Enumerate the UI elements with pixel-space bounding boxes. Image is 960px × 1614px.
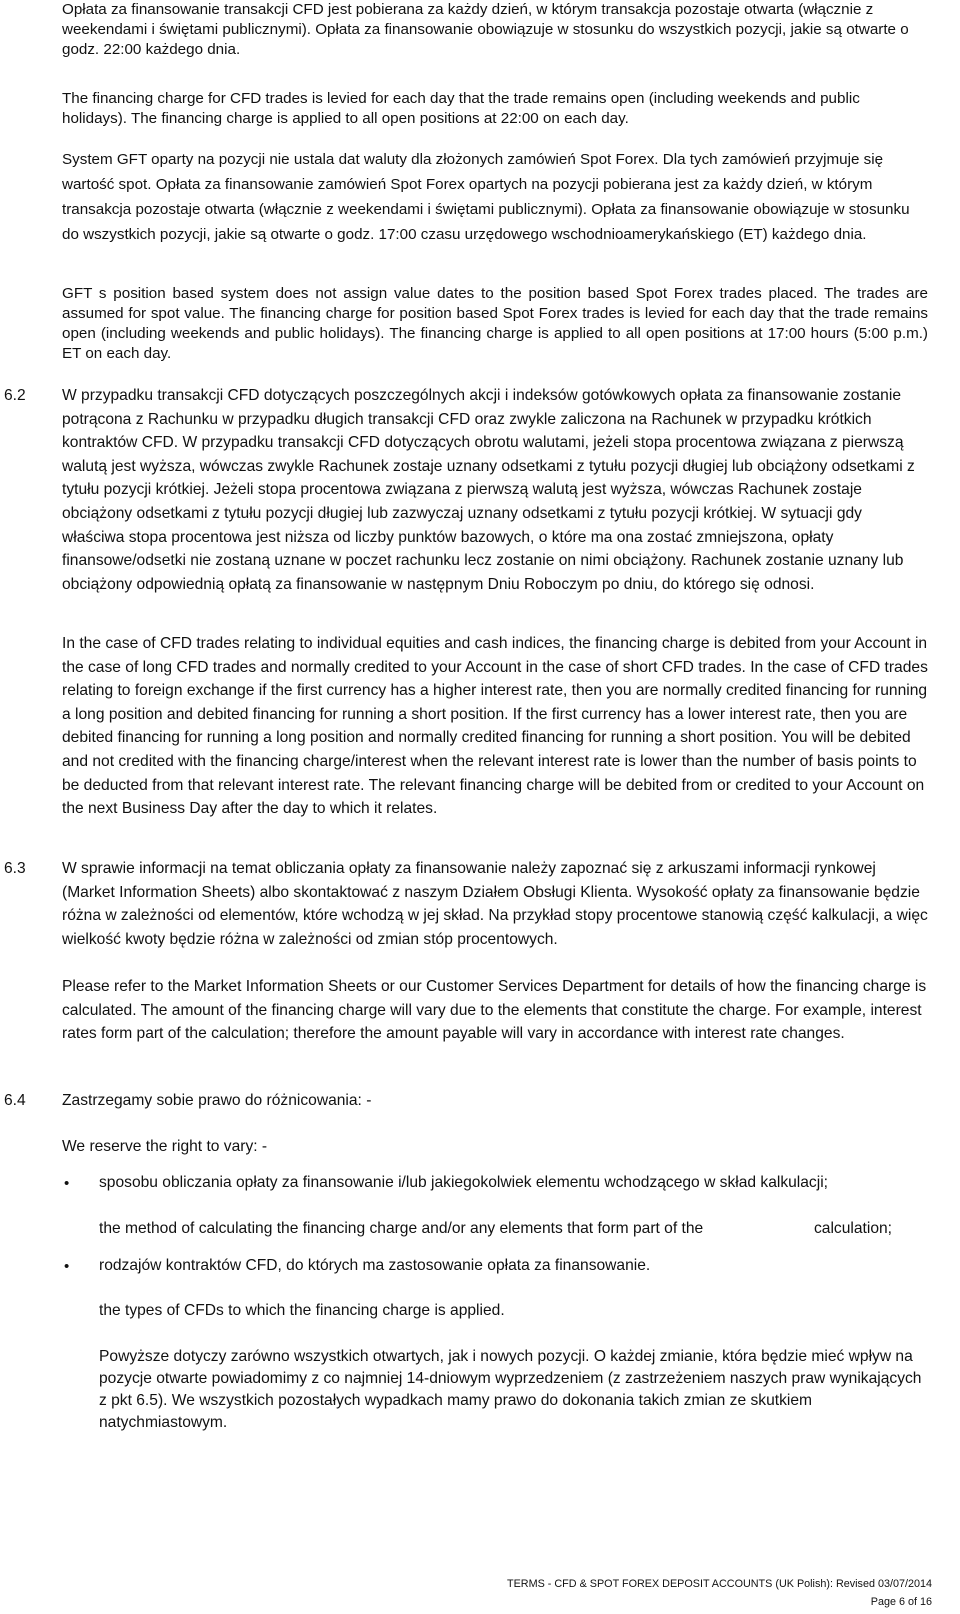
section-number-6-2: 6.2 xyxy=(4,387,26,404)
section-6-4-closing-pl: Powyższe dotyczy zarówno wszystkich otwartych, jak i nowych pozycji. O każdej zmianie, która będzie mieć wpływ na pozycje otwarte powiadomimy z co najmniej 14-dniowym wyprzedzeniem (z zastrzeżeniem naszych praw wynikających z pkt 6.5). We wszystkich pozostałych wypadkach mamy prawo do dokonania takich zmian ze skutkiem natychmiastowym. xyxy=(99,1348,922,1431)
bullet-1-en-trail: calculation; xyxy=(814,1220,893,1237)
position-based-forex-pl: System GFT oparty na pozycji nie ustala dat waluty dla złożonych zamówień Spot Forex. Dla tych zamówień przyjmuje się wartość spot. Opłata za finansowanie zamówień Spot Forex opartych na pozycji pobierana jest za każdy dzień, w którym transakcja pozostaje otwarta (włącznie z weekendami i świętami publicznymi). Opłata za finansowanie obowiązuje w stosunku do wszystkich pozycji, jakie są otwarte o godz. 17:00 czasu urzędowego wschodnioamerykańskiego (ET) każdego dnia. xyxy=(62,151,910,243)
bullet-1-pl: sposobu obliczania opłaty za finansowanie i/lub jakiegokolwiek elementu wchodzącego w skład kalkulacji; xyxy=(99,1174,828,1191)
section-number-6-4: 6.4 xyxy=(4,1092,26,1109)
bullet-1-en: the method of calculating the financing charge and/or any elements that form part of the xyxy=(99,1220,704,1237)
bullet-icon: • xyxy=(64,1258,70,1275)
section-6-2-en: In the case of CFD trades relating to individual equities and cash indices, the financing charge is debited from your Account in the case of long CFD trades and normally credited to your Account in the case of short CFD trades. In the case of CFD trades relating to foreign exchange if the first currency has a higher interest rate, then you are normally credited financing for running a long position and debited financing for running a short position. If the first currency has a lower interest rate, then you are debited financing for running a long position and normally credited financing for running a short position. You will be debited and not credited with the financing charge/interest when the relevant interest rate is lower than the number of basis points to be deducted from that relevant interest rate. The relevant financing charge will be debited from or credited to your Account on the next Business Day after the day to which it relates. xyxy=(62,635,928,818)
footer-page-number: Page 6 of 16 xyxy=(870,1596,932,1608)
section-6-4-lead-pl: Zastrzegamy sobie prawo do różnicowania: - xyxy=(62,1092,372,1109)
financing-charge-cfd-en: The financing charge for CFD trades is levied for each day that the trade remains open (including weekends and public holidays). The financing charge is applied to all open positions at 22:00 on each day. xyxy=(62,90,860,127)
bullet-icon: • xyxy=(64,1175,70,1192)
financing-charge-cfd-pl: Opłata za finansowanie transakcji CFD jest pobierana za każdy dzień, w którym transakcja pozostaje otwarta (włącznie z weekendami i świętami publicznymi). Opłata za finansowanie obowiązuje w stosunku do wszystkich pozycji, jakie są otwarte o godz. 22:00 każdego dnia. xyxy=(62,1,909,58)
section-6-2-pl: W przypadku transakcji CFD dotyczących poszczególnych akcji i indeksów gotówkowych opłata za finansowanie zostanie potrącona z Rachunku w przypadku długich transakcji CFD oraz zwykle zaliczona na Rachunek w przypadku krótkich kontraktów CFD. W przypadku transakcji CFD dotyczących obrotu walutami, jeżeli stopa procentowa związana z pierwszą walutą jest wyższa, wówczas zwykle Rachunek zostaje uznany odsetkami z tytułu pozycji długiej lub obciążony odsetkami z tytułu pozycji krótkiej. Jeżeli stopa procentowa związana z pierwszą walutą jest wyższa, wówczas Rachunek zostaje obciążony odsetkami z tytułu pozycji długiej lub zazwyczaj uznany odsetkami z tytułu pozycji krótkiej. W sytuacji gdy właściwa stopa procentowa jest niższa od liczby punktów bazowych, o które ma ona zostać zmniejszona, opłaty finansowe/odsetki nie zostaną uznane w poczet rachunku lecz zostanie on nimi obciążony. Rachunek zostanie uznany lub obciążony odpowiednią opłatą za finansowanie w następnym Dniu Roboczym po dniu, do którego się odnosi. xyxy=(62,387,915,593)
footer-document-title: TERMS - CFD & SPOT FOREX DEPOSIT ACCOUNTS (UK Polish): Revised 03/07/2014 xyxy=(507,1578,932,1590)
position-based-forex-en: GFT s position based system does not assign value dates to the position based Spot Forex trades placed. The trades are assumed for spot value. The financing charge for position based Spot Forex trades is levied for each day that the trade remains open (including weekends and public holidays). The financing charge is applied to all open positions at 17:00 hours (5:00 p.m.) ET on each day. xyxy=(62,285,928,362)
section-6-3-pl: W sprawie informacji na temat obliczania opłaty za finansowanie należy zapoznać się z arkuszami informacji rynkowej (Market Information Sheets) albo skontaktować z naszym Działem Obsługi Klienta. Wysokość opłaty za finansowanie będzie różna w zależności od elementów, które wchodzą w jej skład. Na przykład stopy procentowe stanowią część kalkulacji, a więc wielkość kwoty będzie różna w zależności od zmian stóp procentowych. xyxy=(62,860,928,948)
section-number-6-3: 6.3 xyxy=(4,860,26,877)
bullet-2-pl: rodzajów kontraktów CFD, do których ma zastosowanie opłata za finansowanie. xyxy=(99,1257,651,1274)
section-6-3-en: Please refer to the Market Information Sheets or our Customer Services Department for details of how the financing charge is calculated. The amount of the financing charge will vary due to the elements that constitute the charge. For example, interest rates form part of the calculation; therefore the amount payable will vary in accordance with interest rate changes. xyxy=(62,978,927,1043)
bullet-2-en: the types of CFDs to which the financing charge is applied. xyxy=(99,1302,505,1319)
section-6-4-lead-en: We reserve the right to vary: - xyxy=(62,1138,268,1155)
